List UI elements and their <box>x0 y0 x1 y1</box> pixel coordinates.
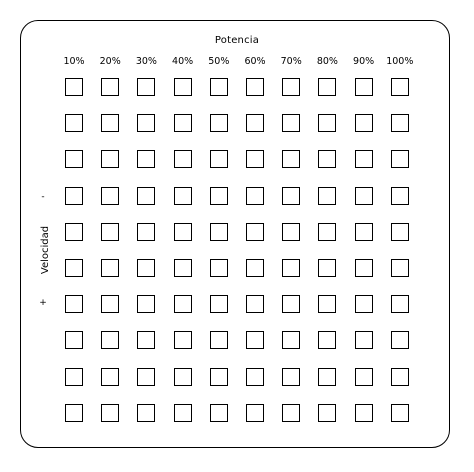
grid-checkbox-r3-c1[interactable] <box>65 150 83 168</box>
grid-checkbox-r5-c6[interactable] <box>246 223 264 241</box>
grid-checkbox-r3-c3[interactable] <box>137 150 155 168</box>
column-label-80pct: 80% <box>316 56 338 67</box>
grid-checkbox-r10-c5[interactable] <box>210 404 228 422</box>
grid-checkbox-r6-c6[interactable] <box>246 259 264 277</box>
chart-title: Potencia <box>214 35 260 46</box>
grid-checkbox-r7-c5[interactable] <box>210 295 228 313</box>
grid-checkbox-r10-c10[interactable] <box>391 404 409 422</box>
grid-checkbox-r4-c2[interactable] <box>101 187 119 205</box>
grid-checkbox-r9-c6[interactable] <box>246 368 264 386</box>
grid-checkbox-r8-c7[interactable] <box>282 331 300 349</box>
column-label-100pct: 100% <box>386 56 414 67</box>
grid-checkbox-r4-c6[interactable] <box>246 187 264 205</box>
grid-checkbox-r10-c3[interactable] <box>137 404 155 422</box>
grid-checkbox-r10-c9[interactable] <box>355 404 373 422</box>
grid-checkbox-r10-c8[interactable] <box>318 404 336 422</box>
grid-checkbox-r9-c4[interactable] <box>174 368 192 386</box>
grid-checkbox-r9-c7[interactable] <box>282 368 300 386</box>
grid-checkbox-r4-c5[interactable] <box>210 187 228 205</box>
grid-checkbox-r9-c5[interactable] <box>210 368 228 386</box>
grid-checkbox-r1-c5[interactable] <box>210 78 228 96</box>
grid-checkbox-r7-c3[interactable] <box>137 295 155 313</box>
grid-checkbox-r5-c8[interactable] <box>318 223 336 241</box>
grid-checkbox-r10-c4[interactable] <box>174 404 192 422</box>
grid-checkbox-r1-c2[interactable] <box>101 78 119 96</box>
grid-checkbox-r3-c7[interactable] <box>282 150 300 168</box>
grid-checkbox-r7-c1[interactable] <box>65 295 83 313</box>
grid-checkbox-r6-c7[interactable] <box>282 259 300 277</box>
column-label-50pct: 50% <box>208 56 230 67</box>
grid-checkbox-r3-c8[interactable] <box>318 150 336 168</box>
grid-checkbox-r3-c10[interactable] <box>391 150 409 168</box>
grid-checkbox-r1-c8[interactable] <box>318 78 336 96</box>
column-label-60pct: 60% <box>244 56 266 67</box>
grid-checkbox-r2-c1[interactable] <box>65 114 83 132</box>
grid-checkbox-r6-c1[interactable] <box>65 259 83 277</box>
grid-checkbox-r8-c2[interactable] <box>101 331 119 349</box>
grid-checkbox-r8-c6[interactable] <box>246 331 264 349</box>
grid-checkbox-r6-c5[interactable] <box>210 259 228 277</box>
grid-checkbox-r4-c10[interactable] <box>391 187 409 205</box>
grid-checkbox-r4-c1[interactable] <box>65 187 83 205</box>
grid-checkbox-r9-c10[interactable] <box>391 368 409 386</box>
grid-checkbox-r1-c10[interactable] <box>391 78 409 96</box>
grid-checkbox-r7-c4[interactable] <box>174 295 192 313</box>
grid-checkbox-r8-c5[interactable] <box>210 331 228 349</box>
grid-checkbox-r5-c9[interactable] <box>355 223 373 241</box>
grid-checkbox-r9-c3[interactable] <box>137 368 155 386</box>
grid-checkbox-r1-c7[interactable] <box>282 78 300 96</box>
grid-checkbox-r5-c7[interactable] <box>282 223 300 241</box>
column-label-20pct: 20% <box>99 56 121 67</box>
grid-checkbox-r8-c1[interactable] <box>65 331 83 349</box>
grid-checkbox-r6-c2[interactable] <box>101 259 119 277</box>
grid-checkbox-r6-c8[interactable] <box>318 259 336 277</box>
grid-checkbox-r1-c1[interactable] <box>65 78 83 96</box>
grid-checkbox-r6-c3[interactable] <box>137 259 155 277</box>
grid-checkbox-r5-c3[interactable] <box>137 223 155 241</box>
grid-checkbox-r3-c4[interactable] <box>174 150 192 168</box>
plus-symbol: + <box>39 298 47 308</box>
grid-checkbox-r2-c7[interactable] <box>282 114 300 132</box>
grid-checkbox-r8-c10[interactable] <box>391 331 409 349</box>
grid-checkbox-r1-c3[interactable] <box>137 78 155 96</box>
grid-checkbox-r9-c1[interactable] <box>65 368 83 386</box>
column-label-10pct: 10% <box>63 56 85 67</box>
grid-checkbox-r3-c5[interactable] <box>210 150 228 168</box>
grid-checkbox-r8-c4[interactable] <box>174 331 192 349</box>
card-frame <box>20 20 450 448</box>
grid-checkbox-r4-c7[interactable] <box>282 187 300 205</box>
grid-checkbox-r2-c9[interactable] <box>355 114 373 132</box>
y-axis-label: Velocidad <box>40 225 51 275</box>
grid-checkbox-r1-c6[interactable] <box>246 78 264 96</box>
grid-checkbox-r2-c5[interactable] <box>210 114 228 132</box>
column-label-30pct: 30% <box>135 56 157 67</box>
grid-checkbox-r2-c6[interactable] <box>246 114 264 132</box>
grid-checkbox-r4-c4[interactable] <box>174 187 192 205</box>
grid-checkbox-r2-c10[interactable] <box>391 114 409 132</box>
grid-checkbox-r3-c2[interactable] <box>101 150 119 168</box>
grid-checkbox-r1-c9[interactable] <box>355 78 373 96</box>
grid-checkbox-r6-c10[interactable] <box>391 259 409 277</box>
grid-checkbox-r8-c9[interactable] <box>355 331 373 349</box>
grid-checkbox-r7-c7[interactable] <box>282 295 300 313</box>
minus-symbol: - <box>41 192 45 202</box>
grid-checkbox-r6-c4[interactable] <box>174 259 192 277</box>
grid-checkbox-r4-c8[interactable] <box>318 187 336 205</box>
grid-checkbox-r8-c3[interactable] <box>137 331 155 349</box>
grid-checkbox-r5-c2[interactable] <box>101 223 119 241</box>
grid-checkbox-r10-c6[interactable] <box>246 404 264 422</box>
column-label-40pct: 40% <box>172 56 194 67</box>
grid-checkbox-r9-c9[interactable] <box>355 368 373 386</box>
column-label-70pct: 70% <box>280 56 302 67</box>
grid-checkbox-r3-c6[interactable] <box>246 150 264 168</box>
grid-checkbox-r5-c10[interactable] <box>391 223 409 241</box>
grid-checkbox-r5-c1[interactable] <box>65 223 83 241</box>
grid-checkbox-r5-c4[interactable] <box>174 223 192 241</box>
grid-checkbox-r7-c9[interactable] <box>355 295 373 313</box>
column-label-90pct: 90% <box>353 56 375 67</box>
grid-checkbox-r8-c8[interactable] <box>318 331 336 349</box>
grid-checkbox-r10-c1[interactable] <box>65 404 83 422</box>
grid-checkbox-r5-c5[interactable] <box>210 223 228 241</box>
grid-checkbox-r2-c8[interactable] <box>318 114 336 132</box>
grid-checkbox-r10-c2[interactable] <box>101 404 119 422</box>
grid-checkbox-r6-c9[interactable] <box>355 259 373 277</box>
grid-checkbox-r3-c9[interactable] <box>355 150 373 168</box>
grid-checkbox-r7-c8[interactable] <box>318 295 336 313</box>
grid-checkbox-r1-c4[interactable] <box>174 78 192 96</box>
grid-checkbox-r2-c3[interactable] <box>137 114 155 132</box>
grid-checkbox-r7-c10[interactable] <box>391 295 409 313</box>
grid-checkbox-r9-c8[interactable] <box>318 368 336 386</box>
grid-checkbox-r7-c2[interactable] <box>101 295 119 313</box>
grid-checkbox-r7-c6[interactable] <box>246 295 264 313</box>
grid-checkbox-r10-c7[interactable] <box>282 404 300 422</box>
grid-checkbox-r2-c4[interactable] <box>174 114 192 132</box>
grid-checkbox-r2-c2[interactable] <box>101 114 119 132</box>
grid-checkbox-r9-c2[interactable] <box>101 368 119 386</box>
grid-checkbox-r4-c9[interactable] <box>355 187 373 205</box>
grid-checkbox-r4-c3[interactable] <box>137 187 155 205</box>
